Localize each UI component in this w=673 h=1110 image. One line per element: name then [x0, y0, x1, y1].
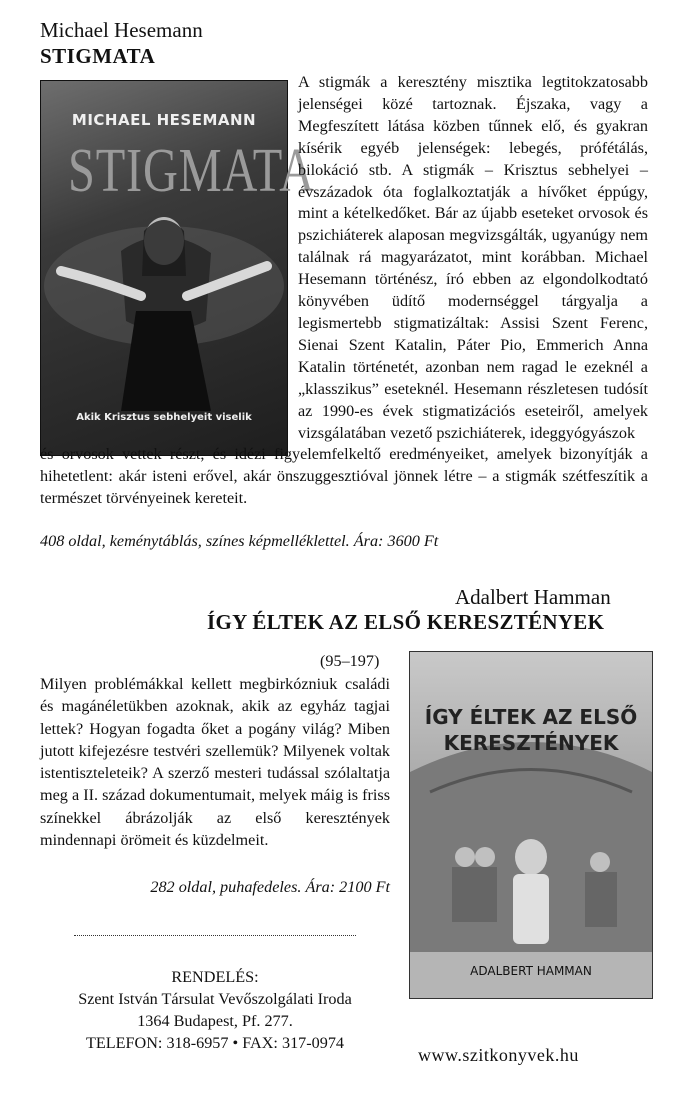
- cover1-title: STIGMATA: [68, 137, 315, 205]
- dotted-divider: [74, 925, 356, 936]
- cover2-title-line1: ÍGY ÉLTEK AZ ELSŐ: [424, 705, 638, 729]
- book1-price: 408 oldal, keménytáblás, színes képmelléklettel. Ára: 3600 Ft: [40, 532, 439, 550]
- cover2-title: [410, 704, 652, 756]
- book2-author: Adalbert Hamman: [455, 585, 611, 609]
- book2-price: 282 oldal, puhafedeles. Ára: 2100 Ft: [150, 878, 390, 896]
- order-line1: Szent István Társulat Vevőszolgálati Iroda: [78, 990, 352, 1008]
- book2-description: Milyen problémákkal kellett megbirkózniuk családi és magánéletükben azoknak, akik az egyház tagjai lettek? Hogyan fogadta őket a pogány világ? Miben jutott kifejezésre testvéri szellemük? Milyenek voltak istentiszteleteik? A szerző mesteri tudással szólaltatja meg a II. század dokumentumait, melyek máig is friss színekkel ábrázolják az első keresztények mindennapi örömeit és küzdelmeit.: [40, 675, 390, 850]
- order-block: [40, 966, 390, 1054]
- cover2-title-line2: KERESZTÉNYEK: [443, 731, 619, 755]
- book1-description-right: A stigmák a keresztény misztika legtitokzatosabb jelenségei közé tartoznak. Éjszaka, vagy a Megfeszített látása közben tűnnek elő, és gyakran kísérik egyéb jelenségek: lebegés, prófétálás, bilokáció stb. A stigmák – Krisztus sebhelyei – évszázadok óta foglalkoztatják a hívőket éppúgy, mint a kételkedőket. Bár az újabb eseteket orvosok és pszichiáterek alaposan megvizsgálták, ugyanúgy nem találnak rá magyarázatot, mint korábban. Michael Hesemann történész, író ebben az elgondolkodtató könyvében üdítő modernséggel tárgyalja a legismertebb stigmatizáltak: Assisi Szent Ferenc, Sienai Szent Katalin, Páter Pio, Emmerich Anna Katalin történetét, azonban nem ragad le ezeknél a „klasszikus” eseteknél. Hesemann részletesen tudósít az 1990-es évek stigmatizációs eseteiről, amelyek vizsgálatában vezető pszichiáterek, ideggyógyászok: [298, 73, 648, 442]
- book1-title: STIGMATA: [40, 44, 156, 68]
- website-link[interactable]: www.szitkonyvek.hu: [418, 1045, 579, 1065]
- order-line3: TELEFON: 318-6957 • FAX: 317-0974: [85, 1034, 345, 1052]
- book1-cover: [40, 80, 315, 456]
- cover1-author: MICHAEL HESEMANN: [71, 111, 257, 129]
- book1-description-full: és orvosok vettek részt, és idézi figyelemfelkeltő eredményeiket, amelyek bizonyítják a hihetetlent: akár isteni erővel, akár önszuggesztióval jönnek létre – a stigmák szétfeszítik a természet törvényeinek kereteit.: [40, 445, 648, 507]
- book2-dates: (95–197): [320, 652, 380, 670]
- cover2-author: ADALBERT HAMMAN: [470, 964, 592, 978]
- cover1-subtitle: Akik Krisztus sebhelyeit viselik: [76, 412, 252, 423]
- order-heading: RENDELÉS:: [171, 968, 259, 986]
- book2-cover: [409, 651, 653, 999]
- book2-title: ÍGY ÉLTEK AZ ELSŐ KERESZTÉNYEK: [207, 610, 605, 634]
- book1-author: Michael Hesemann: [40, 18, 203, 42]
- order-line2: 1364 Budapest, Pf. 277.: [137, 1012, 293, 1030]
